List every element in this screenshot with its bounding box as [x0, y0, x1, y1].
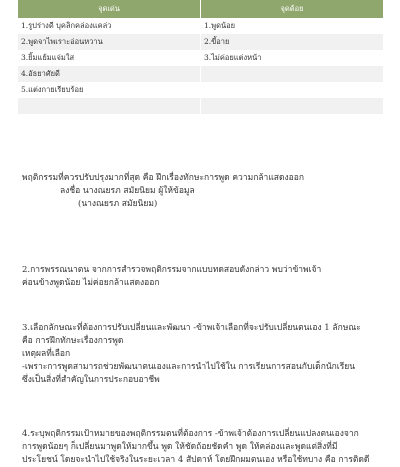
table-cell-strength: 5.แต่งกายเรียบร้อย: [18, 82, 201, 98]
signature-name: (นางณยรภ สมัยนิยม): [78, 199, 158, 209]
table-cell-strength: 4.อัธยาศัยดี: [18, 66, 201, 82]
table-row: [18, 66, 383, 82]
table-cell-strength: 1.รูปร่างดี บุคลิกคล่องแคล่ว: [18, 18, 201, 34]
section-1-line: พฤติกรรมที่ควรปรับปรุงมากที่สุด คือ ฝึกเรื่องทักษะการพูด ความกล้าแสดงออก: [22, 173, 305, 183]
table-row: [18, 50, 383, 66]
table-cell-weakness: [201, 82, 384, 98]
signature-line: ลงชื่อ นางณยรภ สมัยนิยม ผู้ให้ข้อมูล: [60, 186, 195, 196]
section-3-line: คือ การฝึกทักษะเรื่องการพูด: [22, 336, 124, 346]
section-3-line: 3.เลือกลักษณะที่ต้องการปรับเปลี่ยนและพัฒนา -ข้าพเจ้าเลือกที่จะปรับเปลี่ยนตนเอง 1 ลักษณะ: [22, 323, 361, 333]
section-1: [22, 172, 382, 211]
section-2-line: ค่อนข้างพูดน้อย ไม่ค่อยกล้าแสดงออก: [22, 278, 160, 288]
table-cell-strength: [18, 98, 201, 114]
table-cell-weakness: 2.ขี้อาย: [201, 34, 384, 50]
table-cell-weakness: [201, 98, 384, 114]
strengths-weaknesses-table: [18, 0, 383, 114]
table-row: [18, 82, 383, 98]
strengths-weaknesses-table-container: [18, 0, 383, 114]
section-3: [22, 322, 382, 387]
table-row: [18, 34, 383, 50]
weaknesses-header: จุดด้อย: [201, 0, 384, 18]
section-4-line: การพูดน้อยๆ ก็เปลี่ยนมาพูดให้มากขึ้น พูด ให้ชัดถ้อยชัดคำ พูด ให้คล่องและพูดแต่สิ่งที่มี: [22, 442, 338, 452]
section-3-line: -เพราะการพูดสามารถช่วยพัฒนาตนเองและการนำไปใช้ใน การเรียนการสอนกับเด็กนักเรียน: [22, 362, 356, 372]
table-cell-weakness: 3.ไม่ค่อยแต่งหน้า: [201, 50, 384, 66]
section-4-line: 4.ระบุพฤติกรรมเป้าหมายของพฤติกรรมตนที่ต้องการ -ข้าพเจ้าต้องการเปลี่ยนแปลงตนเองจาก: [22, 429, 359, 439]
table-cell-weakness: 1.พูดน้อย: [201, 18, 384, 34]
table-header-row: [18, 0, 383, 18]
table-cell-strength: 3.ยิ้มแย้มแจ่มใส: [18, 50, 201, 66]
section-3-line: เหตุผลที่เลือก: [22, 349, 71, 359]
table-cell-strength: 2.พูดจาไพเราะอ่อนหวาน: [18, 34, 201, 50]
section-3-line: ซึ่งเป็นสิ่งที่สำคัญในการประกอบอาชีพ: [22, 375, 160, 385]
table-cell-weakness: [201, 66, 384, 82]
table-row: [18, 98, 383, 114]
section-2-line: 2.การพรรณนาตน จากการสำรวจพฤติกรรมจากแบบทดสอบดังกล่าว พบว่าข้าพเจ้า: [22, 265, 322, 275]
strengths-header: จุดเด่น: [18, 0, 201, 18]
section-4: [22, 428, 382, 467]
section-2: [22, 264, 382, 290]
table-row: [18, 18, 383, 34]
section-4-line: ประโยชน์ โดยจะนำไปใช้จริงในระยะเวลา 4 สัปดาห์ โดยฝึกผมตนเอง หรือใช้ทบาง คือ การติดดี: [22, 455, 370, 465]
